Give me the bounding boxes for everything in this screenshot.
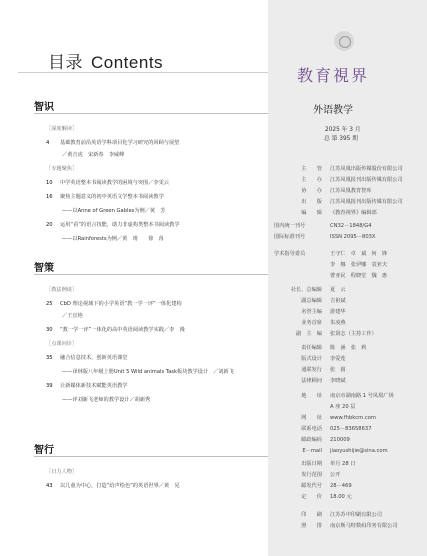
article-title: 基础教育前沿英语学科项目化学习研究的回顾与展望 bbox=[60, 140, 180, 146]
issue-date: 2025 年 3 月 bbox=[325, 127, 361, 133]
section-divider bbox=[34, 274, 268, 275]
info-label: 学术指导委员 bbox=[274, 251, 306, 257]
info-label: 网 址 bbox=[301, 415, 322, 421]
info-row bbox=[274, 471, 340, 478]
article-entry[interactable] bbox=[46, 193, 266, 200]
info-row bbox=[274, 436, 350, 443]
section-heading: 智策 bbox=[34, 263, 54, 274]
info-value: CN32－1848/G4 bbox=[330, 223, 372, 229]
info-value: 陈 涵 张 莉 bbox=[330, 345, 367, 351]
info-row bbox=[274, 308, 346, 315]
info-label: 照 排 bbox=[301, 523, 322, 529]
info-value: 李 娜 张伊娜 袁亚夫 bbox=[330, 262, 388, 268]
info-value: 江苏苏中印刷有限公司 bbox=[330, 512, 382, 518]
info-row bbox=[274, 250, 387, 257]
category-tag: ［点课问诊］ bbox=[46, 341, 78, 347]
info-label: 法律顾问 bbox=[301, 378, 322, 384]
info-value: 李爱莲 bbox=[330, 356, 346, 362]
info-value: 王守仁 卓 斌 何 锋 bbox=[330, 251, 388, 257]
article-subtitle: ——以Anne of Green Gables为例／黄 芳 bbox=[62, 208, 166, 214]
info-value: 南京市湖南路 1 号凤凰广场 bbox=[330, 393, 394, 399]
info-label: 国际标准刊号 bbox=[274, 234, 306, 240]
info-value: 张贤志（主持工作） bbox=[330, 331, 377, 337]
section-heading: 智行 bbox=[34, 445, 54, 456]
category-tag: ［深度解读］ bbox=[46, 126, 78, 132]
info-value: 《教育视界》编辑部 bbox=[330, 210, 377, 216]
info-value: 曹亚民 程晓堂 魏 惠 bbox=[330, 273, 388, 279]
info-label: 主 管 bbox=[301, 166, 322, 172]
page-number: 43 bbox=[46, 483, 53, 489]
section-heading: 智识 bbox=[34, 102, 54, 113]
info-value: 江苏凤凰报刊出版传媒有限公司 bbox=[330, 177, 403, 183]
info-value: 公开 bbox=[330, 472, 341, 478]
info-row bbox=[274, 187, 372, 194]
info-value: ISSN 2095－803X bbox=[330, 234, 376, 240]
article-entry[interactable] bbox=[46, 139, 266, 146]
page-number: 20 bbox=[46, 222, 53, 228]
info-label: 副总编辑 bbox=[301, 298, 322, 304]
info-row bbox=[274, 272, 387, 279]
info-row bbox=[274, 261, 387, 268]
info-value: 南京斯马特数码印务有限公司 bbox=[330, 523, 398, 529]
article-author: ／黄吉虎 宋新春 李威峰 bbox=[62, 152, 125, 158]
info-row bbox=[274, 286, 346, 293]
article-title: 让新媒体新技术赋能英语教学 bbox=[60, 383, 128, 389]
info-row bbox=[274, 209, 377, 216]
brand-title: 教育視界 bbox=[297, 66, 370, 85]
article-title: 融合信息技术，创新英语课堂 bbox=[60, 355, 128, 361]
info-label: 副 主 编 bbox=[296, 331, 322, 337]
info-value: 夏 云 bbox=[330, 287, 346, 293]
info-row bbox=[274, 319, 346, 326]
info-value: 210009 bbox=[330, 437, 350, 443]
info-row bbox=[274, 297, 346, 304]
info-label: 通联发行 bbox=[301, 367, 322, 373]
article-author: ／刘新飞 bbox=[213, 369, 234, 375]
info-value: 江苏凤凰报刊出版传媒有限公司 bbox=[330, 199, 403, 205]
section-divider bbox=[34, 113, 268, 114]
publication-name: 外语教学 bbox=[313, 105, 353, 116]
info-value: 李晓斌 bbox=[330, 378, 346, 384]
info-label: 出版日期 bbox=[301, 461, 322, 467]
info-label: 印 刷 bbox=[301, 512, 322, 518]
info-row bbox=[274, 222, 372, 229]
article-subtitle: ——评刘新飞老师的教学设计／胡新秀 bbox=[62, 397, 151, 403]
page-number: 30 bbox=[46, 327, 53, 333]
info-value: 18.00 元 bbox=[330, 494, 352, 500]
info-row bbox=[274, 493, 352, 500]
page-number: 16 bbox=[46, 194, 53, 200]
info-label: 邮发代号 bbox=[301, 483, 322, 489]
info-value: 江苏凤凰出版传媒股份有限公司 bbox=[330, 166, 403, 172]
info-row bbox=[274, 366, 346, 373]
article-title: 聚焦主题意义的初中英语文学整本书阅读教学 bbox=[60, 194, 164, 200]
info-label: 定 价 bbox=[301, 494, 322, 500]
info-row bbox=[274, 176, 403, 183]
info-value: jiaoyushijie@sina.com bbox=[330, 448, 388, 454]
article-title: 运用“看”的语言技能，助力非虚构类整本书阅读教学 bbox=[60, 222, 180, 228]
article-entry[interactable] bbox=[46, 482, 266, 489]
info-row bbox=[274, 233, 376, 240]
title-divider bbox=[18, 72, 268, 73]
info-label: 社长、总编辑 bbox=[290, 287, 322, 293]
info-label: E－mail bbox=[302, 448, 322, 454]
info-row bbox=[274, 425, 372, 432]
info-label: 责任编辑 bbox=[301, 345, 322, 351]
info-label: 邮政编码 bbox=[301, 437, 322, 443]
info-value: 江苏凤凰教育智库 bbox=[330, 188, 372, 194]
info-label: 协 办 bbox=[301, 188, 322, 194]
page-number: 4 bbox=[46, 140, 50, 146]
category-tag: ［日力人物］ bbox=[46, 469, 78, 475]
info-label: 联系电话 bbox=[301, 426, 322, 432]
info-value: 28－469 bbox=[330, 483, 352, 489]
info-value: 吉祖斌 bbox=[330, 298, 346, 304]
info-value: 朱凌燕 bbox=[330, 320, 346, 326]
info-row bbox=[274, 392, 394, 399]
info-value: www.fhbkcm.com bbox=[330, 415, 376, 421]
article-entry[interactable] bbox=[46, 300, 266, 307]
page-number: 39 bbox=[46, 383, 53, 389]
info-label: 业务首席 bbox=[301, 320, 322, 326]
info-row bbox=[274, 377, 346, 384]
info-value: A 座 20 层 bbox=[330, 404, 356, 410]
article-entry[interactable] bbox=[46, 179, 266, 186]
article-entry[interactable] bbox=[46, 221, 266, 228]
info-row bbox=[274, 482, 352, 489]
info-row bbox=[274, 330, 377, 337]
info-label: 国内统一刊号 bbox=[274, 223, 306, 229]
info-row bbox=[274, 511, 382, 518]
info-value: 张 圆 bbox=[330, 367, 346, 373]
article-subtitle: ——译林版八年级上册Unit 5 Wild animals Task板块教学设计 bbox=[62, 369, 209, 375]
info-row bbox=[274, 355, 346, 362]
seal-icon bbox=[334, 31, 354, 51]
info-row bbox=[274, 198, 403, 205]
info-row bbox=[274, 447, 388, 454]
page-number: 25 bbox=[46, 301, 53, 307]
article-entry[interactable] bbox=[46, 354, 266, 361]
article-author: ／王宜艳 bbox=[62, 313, 83, 319]
article-title: “教一学一评”一体化的高中英语阅读教学实践／李 漫 bbox=[60, 327, 185, 333]
page-number: 10 bbox=[46, 180, 53, 186]
section-divider bbox=[34, 456, 268, 457]
info-value: 游建华 bbox=[330, 309, 346, 315]
page-number: 35 bbox=[46, 355, 53, 361]
article-title: CbD 理论视域下的小学英语“教一学一评”一体化建构 bbox=[60, 301, 182, 307]
info-label: 编 辑 bbox=[301, 210, 322, 216]
issue-number: 总 第 395 期 bbox=[324, 136, 358, 142]
article-entry[interactable] bbox=[46, 326, 266, 333]
info-label: 发行范围 bbox=[301, 472, 322, 478]
category-tag: ［教法例谈］ bbox=[46, 287, 78, 293]
article-title: 中学英语整本书阅读教学的困境与突围／李雯云 bbox=[60, 180, 169, 186]
info-label: 名誉主编 bbox=[301, 309, 322, 315]
info-row bbox=[274, 414, 376, 421]
category-tag: ［专题聚焦］ bbox=[46, 166, 78, 172]
info-value: 单月 28 日 bbox=[330, 461, 356, 467]
info-label: 出 版 bbox=[301, 199, 322, 205]
article-subtitle: ——以Rainforests为例／黄 靖 徐 苒 bbox=[62, 236, 164, 242]
info-row bbox=[274, 460, 355, 467]
info-row bbox=[274, 165, 403, 172]
info-row bbox=[274, 344, 366, 351]
info-label: 版式设计 bbox=[301, 356, 322, 362]
info-label: 地 址 bbox=[301, 393, 322, 399]
info-value: 025－83658637 bbox=[330, 426, 372, 432]
info-row bbox=[274, 522, 397, 529]
info-label: 主 办 bbox=[301, 177, 322, 183]
article-title: 以儿童为中心，打造“给声绘色”的英语世界／黄 晃 bbox=[60, 483, 180, 489]
page-title: 目录 Contents bbox=[48, 53, 164, 73]
info-row bbox=[274, 403, 355, 410]
article-entry[interactable] bbox=[46, 382, 266, 389]
